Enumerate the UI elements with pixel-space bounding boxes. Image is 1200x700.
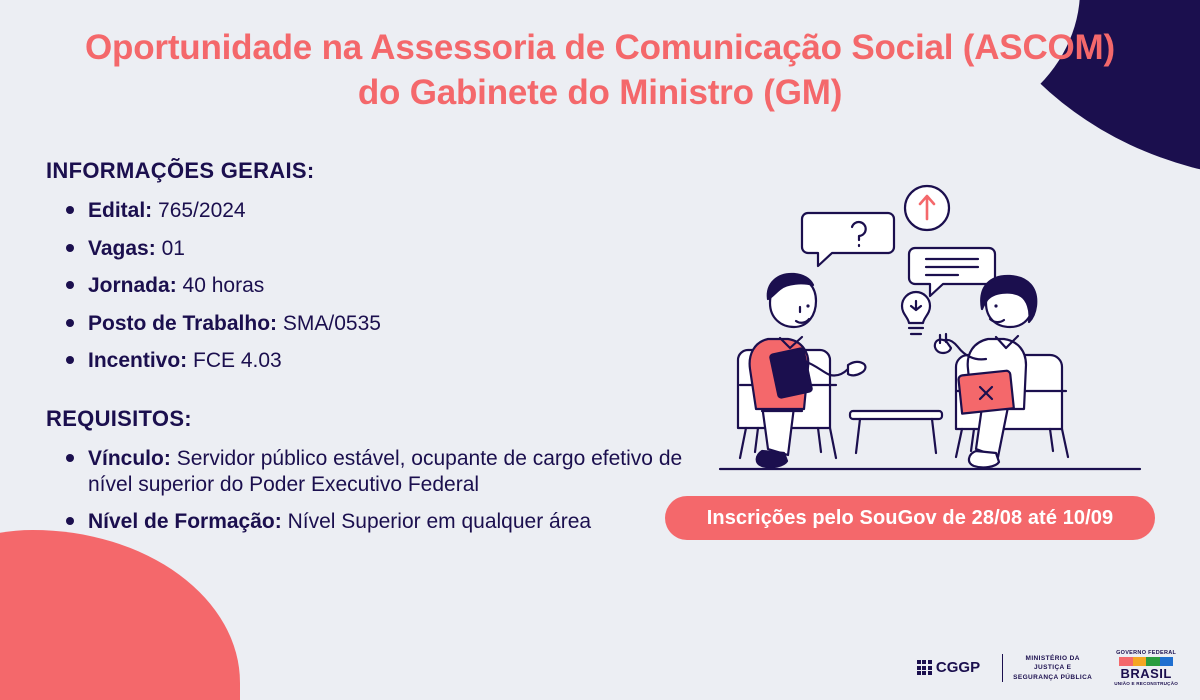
item-label: Incentivo:	[88, 349, 188, 373]
ministry-line-2: JUSTIÇA E	[1034, 664, 1072, 672]
footer-logos	[917, 650, 1178, 686]
ministry-of-justice-logo	[1002, 654, 1092, 682]
person-left	[750, 274, 866, 467]
gov-bottom-label: UNIÃO E RECONSTRUÇÃO	[1114, 681, 1178, 686]
ministry-line-3: SEGURANÇA PÚBLICA	[1013, 673, 1093, 681]
item-label: Nível de Formação:	[88, 510, 282, 534]
two-people-conversation-illustration	[700, 175, 1160, 495]
item-label: Vínculo:	[88, 447, 171, 471]
list-item	[64, 230, 686, 268]
item-label: Edital:	[88, 199, 153, 222]
list-item	[64, 503, 686, 541]
list-item	[64, 440, 686, 503]
item-value: SMA/0535	[282, 311, 381, 335]
person-right	[935, 276, 1036, 467]
list-item	[64, 267, 686, 305]
page-title: Oportunidade na Assessoria de Comunicação Social (ASCOM) do Gabinete do Ministro (GM)	[85, 28, 1115, 112]
lightbulb-icon	[902, 292, 930, 334]
item-value: 40 horas	[182, 274, 265, 298]
general-info-list	[64, 192, 686, 380]
item-label: Jornada:	[88, 274, 177, 298]
gov-brand-label: BRASIL	[1120, 665, 1172, 681]
item-value: 765/2024	[158, 199, 246, 222]
item-label: Posto de Trabalho:	[88, 311, 278, 335]
requirements-list	[64, 440, 686, 541]
list-item	[64, 305, 686, 343]
cggp-logo-label: CGGP	[935, 659, 981, 677]
cggp-logo	[917, 659, 980, 676]
cggp-blocks-icon	[917, 660, 932, 675]
speech-bubble-question-icon	[802, 213, 894, 266]
list-item	[64, 342, 686, 380]
requirements-heading: REQUISITOS:	[46, 406, 192, 432]
list-item	[64, 192, 686, 230]
item-value: Servidor público estável, ocupante de cargo efetivo de nível superior do Poder Executivo Federal	[88, 447, 683, 496]
item-value: Nível Superior em qualquer área	[287, 510, 592, 534]
speech-bubble-lines-icon	[909, 248, 995, 296]
arrow-up-circle-icon	[905, 186, 949, 230]
ministry-line-1: MINISTÉRIO DA	[1025, 654, 1080, 662]
registration-cta-banner: Inscrições pelo SouGov de 28/08 até 10/09	[665, 496, 1155, 540]
item-value: 01	[161, 236, 185, 260]
coffee-table	[850, 411, 942, 453]
corner-decoration-bottom-left	[0, 530, 240, 700]
info-content	[46, 158, 686, 541]
brazil-flag-bar-icon	[1119, 657, 1173, 666]
item-value: FCE 4.03	[193, 349, 282, 373]
federal-government-logo	[1114, 650, 1178, 686]
item-label: Vagas:	[88, 236, 156, 260]
gov-top-label: GOVERNO FEDERAL	[1116, 649, 1177, 656]
general-info-heading: INFORMAÇÕES GERAIS:	[46, 158, 315, 183]
